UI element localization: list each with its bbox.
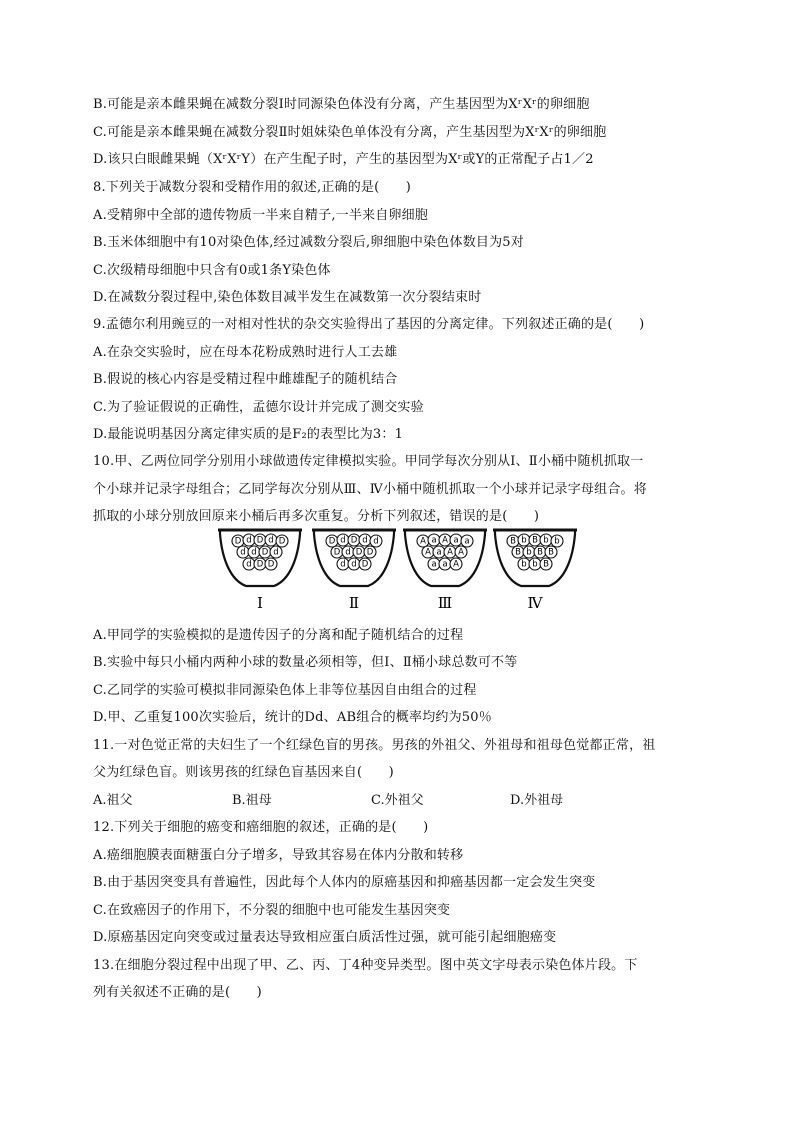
ball [540,558,552,570]
ball [523,546,535,558]
ball [243,558,255,570]
q11-stem-line2: 父为红绿色盲。则该男孩的红绿色盲基因来自( ) [93,765,394,780]
svg-text:a: a [464,536,470,547]
q11-option-b: B.祖母 [232,793,272,808]
ball [270,546,282,558]
svg-text:A: A [458,547,464,558]
ball [518,534,530,546]
ball [265,558,277,570]
ball [337,534,349,546]
ball [444,546,456,558]
ball [450,534,462,546]
q10-stem-line3: 抓取的小球分别放回原来小桶后再多次重复。分析下列叙述，错误的是( ) [93,509,540,524]
svg-text:D: D [366,547,374,558]
q7-option-c: C.可能是亲本雌果蝇在减数分裂Ⅱ时姐妹染色单体没有分离，产生基因型为XʳXʳ的卵细胞 [93,125,607,140]
svg-text:d: d [246,535,252,546]
svg-text:b: b [526,547,532,558]
ball [265,534,277,546]
bucket-3 [403,530,487,612]
svg-text:A: A [442,535,448,546]
svg-text:b: b [554,536,560,547]
q9-option-b: B.假说的核心内容是受精过程中雌雄配子的随机结合 [93,372,398,387]
q12-option-c: C.在致癌因子的作用下，不分裂的细胞中也可能发生基因突变 [93,903,451,918]
ball [232,535,244,547]
svg-text:d: d [340,559,346,570]
q9-option-d: D.最能说明基因分离定律实质的是F₂的表型比为3：1 [93,427,404,442]
bucket-2 [312,530,396,612]
bucket-4 [493,530,577,612]
q11-option-a: A.祖父 [93,793,133,808]
svg-text:b: b [543,535,549,546]
ball [540,534,552,546]
ball [529,558,541,570]
ball [254,558,266,570]
ball [518,558,530,570]
svg-text:b: b [532,559,538,570]
svg-text:D: D [278,536,286,547]
svg-text:d: d [351,559,357,570]
svg-text:B: B [510,536,516,547]
ball [337,558,349,570]
q8-stem: 8.下列关于减数分裂和受精作用的叙述,正确的是( ) [93,180,412,195]
svg-text:b: b [521,535,527,546]
svg-text:b: b [521,559,527,570]
q11-option-d: D.外祖母 [510,793,564,808]
ball [433,546,445,558]
ball [450,558,462,570]
ball [370,535,382,547]
ball [348,558,360,570]
svg-text:D: D [361,559,369,570]
q10-option-a: A.甲同学的实验模拟的是遗传因子的分离和配子随机结合的过程 [93,628,464,643]
q12-option-b: B.由于基因突变具有普遍性，因此每个人体内的原癌基因和抑癌基因都一定会发生突变 [93,875,596,890]
svg-text:D: D [256,559,264,570]
ball [237,546,249,558]
svg-text:d: d [240,547,246,558]
ball [507,535,519,547]
svg-text:d: d [246,559,252,570]
svg-text:B: B [537,547,543,558]
ball [331,546,343,558]
svg-text:D: D [333,547,341,558]
q13-stem-line2: 列有关叙述不正确的是( ) [93,985,262,1000]
ball [342,546,354,558]
ball [428,534,440,546]
q8-option-a: A.受精卵中全部的遗传物质一半来自精子,一半来自卵细胞 [93,208,429,223]
bucket-label: Ⅰ [257,594,263,612]
q11-stem-line1: 11.一对色觉正常的夫妇生了一个红绿色盲的男孩。男孩的外祖父、外祖母和祖母色觉都正常，祖 [93,738,656,753]
svg-text:B: B [515,547,521,558]
svg-text:d: d [268,535,274,546]
q9-option-a: A.在杂交实验时，应在母本花粉成熟时进行人工去雄 [93,345,398,360]
ball [353,546,365,558]
ball [422,546,434,558]
q8-option-b: B.玉米体细胞中有10对染色体,经过减数分裂后,卵细胞中染色体数目为5对 [93,235,524,250]
svg-text:A: A [453,559,459,570]
bucket-1 [218,530,302,612]
svg-text:d: d [345,547,351,558]
ball [534,546,546,558]
svg-text:D: D [267,559,275,570]
svg-text:D: D [350,535,358,546]
bucket-label: Ⅲ [437,594,453,612]
svg-text:d: d [251,547,257,558]
svg-text:D: D [234,536,242,547]
ball [428,558,440,570]
bucket-figure [215,528,585,620]
svg-text:D: D [328,536,336,547]
svg-text:D: D [261,547,269,558]
ball [359,558,371,570]
svg-text:B: B [543,559,549,570]
q10-option-b: B.实验中每只小桶内两种小球的数量必须相等，但Ⅰ、Ⅱ桶小球总数可不等 [93,655,518,670]
ball [551,535,563,547]
svg-text:d: d [340,535,346,546]
bucket-label: Ⅳ [527,594,543,612]
svg-text:d: d [273,547,279,558]
svg-text:B: B [532,535,538,546]
svg-text:D: D [256,535,264,546]
q11-option-c: C.外祖父 [371,793,424,808]
svg-text:a: a [431,559,437,570]
svg-text:A: A [420,536,426,547]
svg-text:a: a [431,535,437,546]
q7-option-d: D.该只白眼雌果蝇（XʳXʳY）在产生配子时，产生的基因型为Xʳ或Y的正常配子占1／2 [93,152,594,167]
q13-stem-line1: 13.在细胞分裂过程中出现了甲、乙、丙、丁4种变异类型。图中英文字母表示染色体片段。下 [93,958,638,973]
svg-text:d: d [373,536,379,547]
q10-stem-line1: 10.甲、乙两位同学分别用小球做遗传定律模拟实验。甲同学每次分别从Ⅰ、Ⅱ小桶中随机抓取一 [93,454,644,469]
bucket-diagram [215,528,585,620]
ball [512,546,524,558]
ball [439,558,451,570]
svg-text:A: A [425,547,431,558]
bucket-label: Ⅱ [348,594,360,612]
ball [417,535,429,547]
q12-option-a: A.癌细胞膜表面糖蛋白分子增多，导致其容易在体内分散和转移 [93,848,464,863]
svg-text:B: B [548,547,554,558]
ball [276,535,288,547]
q10-option-c: C.乙同学的实验可模拟非同源染色体上非等位基因自由组合的过程 [93,683,477,698]
svg-text:a: a [442,559,448,570]
q8-option-c: C.次级精母细胞中只含有0或1条Y染色体 [93,263,331,278]
ball [359,534,371,546]
q10-option-d: D.甲、乙重复100次实验后，统计的Dd、AB组合的概率均约为50％ [93,710,492,725]
q9-option-c: C.为了验证假说的正确性，孟德尔设计并完成了测交实验 [93,400,424,415]
ball [326,535,338,547]
q10-stem-line2: 个小球并记录字母组合；乙同学每次分别从Ⅲ、Ⅳ小桶中随机抓取一个小球并记录字母组合。将 [93,482,647,497]
svg-text:d: d [362,535,368,546]
q12-stem: 12.下列关于细胞的癌变和癌细胞的叙述，正确的是( ) [93,820,429,835]
ball [254,534,266,546]
svg-text:a: a [453,535,459,546]
q12-option-d: D.原癌基因定向突变或过量表达导致相应蛋白质活性过强，就可能引起细胞癌变 [93,930,557,945]
ball [259,546,271,558]
ball [248,546,260,558]
q9-stem: 9.孟德尔利用豌豆的一对相对性状的杂交实验得出了基因的分离定律。下列叙述正确的是( ) [93,317,645,332]
ball [364,546,376,558]
svg-text:A: A [447,547,453,558]
ball [461,535,473,547]
svg-text:D: D [355,547,363,558]
ball [243,534,255,546]
ball [529,534,541,546]
q8-option-d: D.在减数分裂过程中,染色体数目减半发生在减数第一次分裂结束时 [93,290,482,305]
ball [455,546,467,558]
ball [348,534,360,546]
svg-text:a: a [436,547,442,558]
q7-option-b: B.可能是亲本雌果蝇在减数分裂Ⅰ时同源染色体没有分离，产生基因型为XʳXʳ的卵细胞 [93,97,590,112]
ball [545,546,557,558]
ball [439,534,451,546]
